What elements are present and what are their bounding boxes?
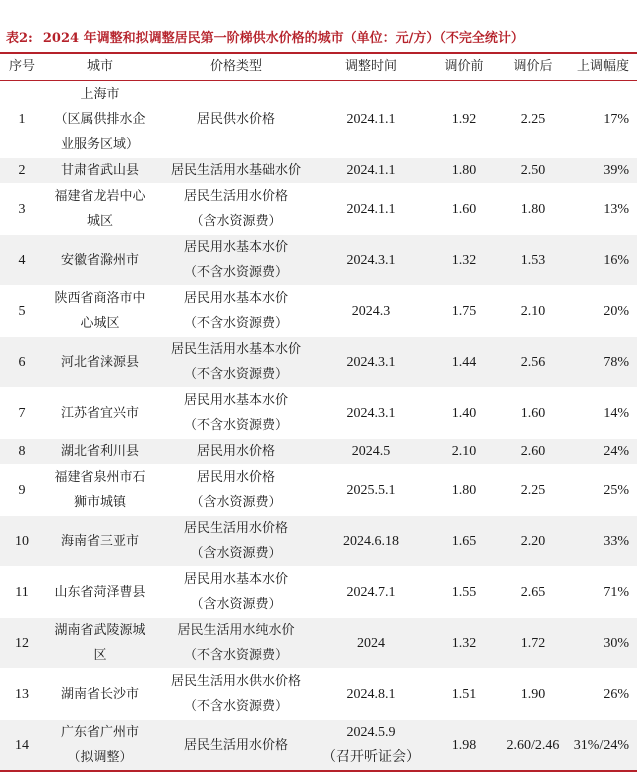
cell-increase: 20% — [603, 303, 629, 319]
cell-increase: 25% — [603, 482, 629, 498]
table-row — [0, 669, 637, 720]
cell-city: 安徽省滁州市 — [60, 252, 139, 268]
cell-increase: 39% — [603, 163, 629, 178]
cell-no: 4 — [18, 252, 26, 268]
cell-before: 1.75 — [451, 303, 477, 319]
cell-city: 湖南省武陵源城 区 — [54, 623, 146, 663]
cell-increase: 78% — [603, 354, 629, 370]
table-header — [0, 55, 637, 79]
cell-increase: 17% — [603, 112, 629, 127]
cell-after: 1.80 — [520, 201, 546, 217]
cell-before: 1.65 — [451, 533, 477, 549]
cell-after: 2.20 — [520, 533, 546, 549]
cell-after: 1.90 — [520, 686, 546, 702]
cell-before: 1.92 — [451, 112, 477, 127]
table-row — [0, 286, 637, 337]
cell-increase: 16% — [603, 252, 629, 268]
cell-price-type: 居民生活用水基础水价 — [170, 163, 301, 178]
cell-after: 1.60 — [520, 405, 546, 421]
header-price-type: 价格类型 — [209, 59, 262, 74]
cell-before: 1.98 — [451, 737, 477, 753]
cell-adjust-time: 2024.3.1 — [346, 405, 396, 421]
cell-city: 湖南省长沙市 — [60, 686, 139, 702]
cell-adjust-time: 2024.1.1 — [346, 201, 396, 217]
cell-no: 13 — [15, 686, 29, 702]
cell-after: 2.60 — [520, 444, 546, 459]
cell-before: 1.80 — [451, 163, 477, 178]
table-row — [0, 567, 637, 618]
header-adjust-time: 调整时间 — [344, 59, 397, 74]
header-before: 调价前 — [444, 59, 484, 74]
cell-price-type: 居民生活用水价格 — [183, 737, 288, 753]
cell-city: 海南省三亚市 — [60, 533, 139, 549]
bottom-rule — [0, 770, 637, 772]
cell-after: 2.25 — [520, 112, 546, 127]
cell-no: 5 — [18, 303, 26, 319]
cell-price-type: 居民用水基本水价 （不含水资源费） — [183, 291, 288, 331]
cell-no: 9 — [18, 482, 26, 498]
table-body — [0, 82, 637, 771]
cell-price-type: 居民生活用水供水价格 （不含水资源费） — [170, 674, 301, 714]
cell-increase: 71% — [603, 584, 629, 600]
cell-after: 1.72 — [520, 635, 546, 651]
table-row — [0, 158, 637, 184]
cell-increase: 30% — [603, 635, 629, 651]
cell-before: 1.32 — [451, 635, 477, 651]
cell-price-type: 居民用水基本水价 （含水资源费） — [183, 572, 288, 612]
cell-city: 福建省泉州市石 狮市城镇 — [54, 470, 146, 510]
cell-price-type: 居民用水基本水价 （不含水资源费） — [183, 240, 288, 280]
header-city: 城市 — [86, 59, 113, 74]
header-after: 调价后 — [513, 59, 553, 74]
cell-adjust-time: 2024.7.1 — [346, 584, 396, 600]
cell-adjust-time: 2024.3 — [351, 303, 391, 319]
table-row — [0, 388, 637, 439]
cell-increase: 26% — [603, 686, 629, 702]
table-row — [0, 516, 637, 567]
cell-city: 甘肃省武山县 — [60, 163, 139, 178]
cell-adjust-time: 2024.1.1 — [346, 163, 396, 178]
cell-before: 1.60 — [451, 201, 477, 217]
cell-before: 2.10 — [451, 444, 477, 459]
cell-adjust-time: 2024.3.1 — [346, 354, 396, 370]
table-row — [0, 82, 637, 158]
cell-no: 6 — [18, 354, 26, 370]
cell-after: 1.53 — [520, 252, 546, 268]
table-row — [0, 184, 637, 235]
cell-increase: 13% — [603, 201, 629, 217]
cell-no: 11 — [15, 584, 29, 600]
table-title: 2024 年调整和拟调整居民第一阶梯供水价格的城市（单位：元/方）（不完全统计） — [42, 31, 524, 46]
cell-adjust-time: 2024.5.9 （召开听证会） — [322, 725, 420, 765]
cell-price-type: 居民用水价格 （含水资源费） — [190, 470, 282, 510]
cell-no: 14 — [15, 737, 29, 753]
table-row — [0, 465, 637, 516]
cell-price-type: 居民供水价格 — [196, 112, 275, 127]
cell-no: 12 — [15, 635, 29, 651]
cell-adjust-time: 2024.8.1 — [346, 686, 396, 702]
table-row — [0, 337, 637, 388]
cell-after: 2.25 — [520, 482, 546, 498]
cell-before: 1.40 — [451, 405, 477, 421]
cell-no: 1 — [18, 112, 26, 127]
cell-after: 2.10 — [520, 303, 546, 319]
cell-price-type: 居民用水价格 — [196, 444, 275, 459]
cell-before: 1.80 — [451, 482, 477, 498]
cell-increase: 33% — [603, 533, 629, 549]
cell-adjust-time: 2024.1.1 — [346, 112, 396, 127]
cell-before: 1.51 — [451, 686, 477, 702]
table-caption — [6, 28, 637, 50]
cell-city: 山东省菏泽曹县 — [54, 584, 146, 600]
header-no: 序号 — [8, 59, 35, 74]
cell-before: 1.44 — [451, 354, 477, 370]
cell-price-type: 居民生活用水价格 （含水资源费） — [183, 189, 288, 229]
table-row — [0, 720, 637, 771]
cell-city: 湖北省利川县 — [60, 444, 139, 459]
cell-before: 1.55 — [451, 584, 477, 600]
cell-after: 2.60/2.46 — [506, 737, 560, 753]
cell-price-type: 居民生活用水纯水价 （不含水资源费） — [177, 623, 295, 663]
cell-before: 1.32 — [451, 252, 477, 268]
cell-adjust-time: 2024.3.1 — [346, 252, 396, 268]
header-rule — [0, 80, 637, 81]
cell-increase: 31%/24% — [573, 737, 629, 753]
cell-price-type: 居民生活用水基本水价 （不含水资源费） — [170, 342, 301, 382]
cell-adjust-time: 2024 — [357, 635, 385, 651]
cell-no: 3 — [18, 201, 26, 217]
table-row — [0, 439, 637, 465]
cell-after: 2.50 — [520, 163, 546, 178]
table-row — [0, 618, 637, 669]
cell-no: 8 — [18, 444, 26, 459]
cell-city: 江苏省宜兴市 — [60, 405, 139, 421]
cell-increase: 14% — [603, 405, 629, 421]
cell-no: 10 — [15, 533, 29, 549]
cell-after: 2.65 — [520, 584, 546, 600]
cell-adjust-time: 2024.6.18 — [343, 533, 399, 549]
cell-adjust-time: 2024.5 — [351, 444, 391, 459]
cell-after: 2.56 — [520, 354, 546, 370]
table-row — [0, 235, 637, 286]
cell-adjust-time: 2025.5.1 — [346, 482, 396, 498]
cell-no: 2 — [18, 163, 26, 178]
header-increase: 上调幅度 — [576, 59, 629, 74]
cell-price-type: 居民用水基本水价 （不含水资源费） — [183, 393, 288, 433]
cell-city: 广东省广州市 （拟调整） — [60, 725, 139, 765]
cell-city: 福建省龙岩中心 城区 — [54, 189, 146, 229]
cell-city: 陕西省商洛市中 心城区 — [54, 291, 146, 331]
cell-price-type: 居民生活用水价格 （含水资源费） — [183, 521, 288, 561]
cell-no: 7 — [18, 405, 26, 421]
cell-city: 河北省涞源县 — [60, 354, 139, 370]
cell-city: 上海市 （区属供排水企 业服务区域） — [54, 87, 146, 152]
cell-increase: 24% — [603, 444, 629, 459]
table-number: 表2: — [6, 31, 33, 46]
top-rule — [0, 52, 637, 54]
